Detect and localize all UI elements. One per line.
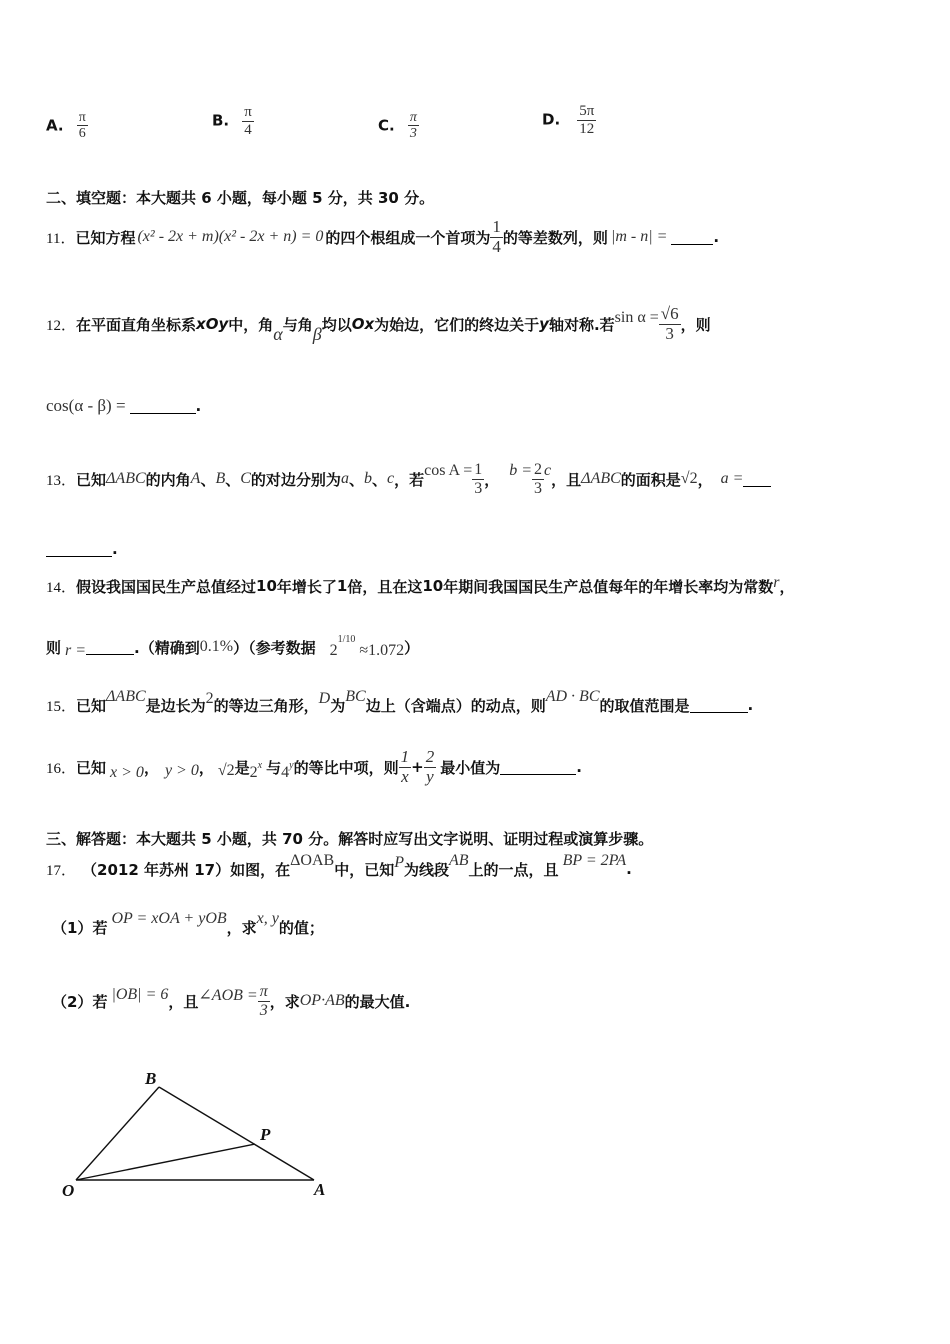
text: 轴对称.若 bbox=[548, 315, 615, 334]
sqrt-two: √2 bbox=[680, 470, 698, 487]
option-a bbox=[46, 110, 88, 142]
label-p: P bbox=[260, 1125, 271, 1144]
text: 已知 bbox=[76, 470, 107, 489]
triangle: ΔABC bbox=[581, 470, 621, 487]
side-b: b bbox=[363, 470, 372, 487]
fraction-denominator: 6 bbox=[78, 126, 86, 142]
fraction-denominator: 3 bbox=[474, 479, 483, 497]
number: 10 bbox=[422, 577, 444, 595]
option-b bbox=[212, 104, 254, 138]
text: ） bbox=[404, 638, 420, 657]
text: 中，已知 bbox=[334, 860, 395, 879]
question-number: 15． bbox=[46, 698, 77, 715]
text: 为始边，它们的终边关于 bbox=[374, 315, 540, 334]
sin-expression: sin α = bbox=[614, 309, 659, 326]
fraction-numerator: π bbox=[409, 110, 417, 125]
answer-blank[interactable] bbox=[743, 472, 771, 487]
text: . bbox=[195, 397, 202, 415]
text: 、 bbox=[348, 470, 364, 489]
text: ， bbox=[143, 758, 159, 777]
fraction-denominator: 12 bbox=[579, 120, 595, 137]
text: 若 bbox=[92, 992, 108, 1011]
section-heading-solutions: 三、解答题：本大题共 5 小题，共 70 分。解答时应写出文字说明、证明过程或演算步骤。 bbox=[46, 830, 654, 848]
text: 为线段 bbox=[403, 860, 449, 879]
angle-c: C bbox=[240, 470, 251, 487]
text: 年增长了 bbox=[276, 577, 337, 596]
text: 的值； bbox=[278, 918, 324, 937]
side-length: 2 bbox=[205, 690, 214, 707]
text: 均以 bbox=[321, 315, 352, 334]
option-label: C. bbox=[378, 116, 395, 135]
segment-ab: AB bbox=[449, 852, 469, 869]
fraction-denominator: 3 bbox=[409, 126, 417, 142]
answer-blank[interactable] bbox=[500, 760, 576, 775]
angle-aob: ∠AOB = bbox=[198, 987, 258, 1004]
power-exponent: y bbox=[289, 759, 294, 771]
text: 与角 bbox=[282, 315, 313, 334]
question-17-part-1 bbox=[52, 910, 324, 944]
text: .（精确到 bbox=[134, 638, 200, 657]
text: 、 bbox=[225, 470, 241, 489]
text: . bbox=[576, 758, 582, 776]
question-14 bbox=[46, 574, 795, 598]
text: ，若 bbox=[394, 470, 425, 489]
text: 、 bbox=[200, 470, 216, 489]
side-c: c bbox=[386, 470, 395, 487]
exponent: 1/10 bbox=[337, 633, 356, 645]
fraction-numerator: π bbox=[259, 982, 268, 1000]
alpha: α bbox=[273, 323, 283, 344]
answer-blank[interactable] bbox=[86, 640, 134, 655]
question-number: 16． bbox=[46, 760, 77, 777]
power-exponent: x bbox=[257, 759, 263, 771]
plus-sign: + bbox=[411, 758, 424, 776]
text: ， bbox=[779, 577, 795, 596]
text: 已知 bbox=[76, 696, 107, 715]
text: . bbox=[747, 696, 754, 714]
text: ， bbox=[198, 758, 214, 777]
x-condition: x > 0 bbox=[110, 764, 144, 781]
answer-blank[interactable] bbox=[130, 399, 196, 414]
label-b: B bbox=[145, 1069, 157, 1088]
unknowns: x, y bbox=[256, 910, 279, 927]
text: 为 bbox=[330, 696, 346, 715]
rate-variable: r bbox=[773, 574, 780, 591]
question-15 bbox=[46, 688, 753, 722]
fraction-numerator: π bbox=[244, 104, 252, 120]
number: 1 bbox=[336, 577, 348, 595]
option-d bbox=[542, 103, 596, 137]
option-label: D. bbox=[542, 110, 561, 129]
segment-ba bbox=[159, 1087, 314, 1180]
r-expression: r = bbox=[65, 642, 87, 659]
text: ，求 bbox=[226, 918, 257, 937]
fraction-numerator: π bbox=[78, 110, 86, 125]
point-d: D bbox=[318, 690, 331, 707]
text: 的面积是 bbox=[620, 470, 681, 489]
section-heading-fill-in: 二、填空题：本大题共 6 小题，每小题 5 分，共 30 分。 bbox=[46, 189, 435, 207]
triangle: ΔOAB bbox=[290, 852, 335, 869]
question-17-part-2 bbox=[52, 976, 410, 1026]
fraction-denominator: 3 bbox=[665, 323, 674, 343]
fraction-denominator: x bbox=[401, 766, 409, 786]
fraction-numerator: 1 bbox=[474, 460, 483, 478]
ox-axis: Ox bbox=[351, 315, 375, 333]
text: ， bbox=[484, 470, 500, 489]
coordinate-system: xOy bbox=[196, 315, 229, 333]
approximation: ≈1.072 bbox=[359, 642, 405, 659]
triangle: ΔABC bbox=[106, 688, 146, 705]
text: 假设我国国民生产总值经过 bbox=[76, 577, 257, 596]
cos-expression: cos(α - β) = bbox=[46, 396, 126, 415]
text: 的取值范围是 bbox=[599, 696, 690, 715]
segment-bc: BC bbox=[345, 688, 366, 705]
question-16 bbox=[46, 742, 582, 792]
magnitude-ob: |OB| = 6 bbox=[111, 986, 169, 1003]
angle-a: A bbox=[190, 470, 201, 487]
answer-blank[interactable] bbox=[690, 698, 748, 713]
sqrt-two: √2 bbox=[217, 762, 235, 779]
fraction-denominator: 4 bbox=[492, 236, 501, 256]
text: . bbox=[713, 228, 720, 246]
point-p: P bbox=[394, 854, 404, 871]
text: 最小值为 bbox=[440, 758, 501, 777]
question-number: 14． bbox=[46, 579, 77, 596]
question-number: 12． bbox=[46, 317, 77, 334]
option-label: B. bbox=[212, 111, 230, 130]
fraction-denominator: y bbox=[426, 766, 434, 786]
option-label: A. bbox=[46, 116, 64, 135]
precision: 0.1% bbox=[199, 638, 234, 655]
text: 倍，且在这 bbox=[347, 577, 423, 596]
fraction-numerator: 1 bbox=[400, 746, 410, 766]
side-c: c bbox=[544, 462, 552, 479]
text: 是 bbox=[234, 758, 250, 777]
text: 已知方程 bbox=[75, 228, 136, 247]
text: 的等比中项，则 bbox=[293, 758, 399, 777]
question-17 bbox=[46, 852, 632, 886]
fraction-numerator: 2 bbox=[534, 460, 543, 478]
base-two: 2 bbox=[329, 642, 338, 659]
text: 的内角 bbox=[145, 470, 191, 489]
question-number: 13． bbox=[46, 472, 77, 489]
fraction-numerator: √6 bbox=[660, 303, 679, 323]
a-expression: a = bbox=[720, 470, 744, 487]
part-label: （2） bbox=[52, 992, 93, 1011]
angle-b: B bbox=[215, 470, 226, 487]
question-11 bbox=[46, 214, 719, 260]
text: ，且 bbox=[168, 992, 199, 1011]
vector-equation: OP = xOA + yOB bbox=[111, 910, 227, 927]
fraction-numerator: 1 bbox=[492, 216, 501, 236]
text: 的四个根组成一个首项为 bbox=[325, 228, 491, 247]
question-13-line2 bbox=[46, 540, 118, 558]
text: 是边长为 bbox=[145, 696, 206, 715]
text: 、 bbox=[371, 470, 387, 489]
text: 的对边分别为 bbox=[250, 470, 341, 489]
text: 边上（含端点）的动点，则 bbox=[365, 696, 546, 715]
question-14-line2 bbox=[46, 632, 419, 662]
side-a: a bbox=[340, 470, 349, 487]
dot-product: AD · BC bbox=[545, 688, 600, 705]
fraction-denominator: 4 bbox=[244, 121, 252, 138]
answer-blank-continued[interactable] bbox=[46, 542, 112, 557]
text: ）（参考数据 bbox=[233, 638, 316, 657]
triangle: ΔABC bbox=[106, 470, 146, 487]
text: 的最大值. bbox=[344, 992, 411, 1011]
text: . bbox=[626, 860, 632, 878]
text: ，求 bbox=[269, 992, 300, 1011]
cos-a-expression: cos A = bbox=[424, 462, 473, 479]
text: 的等差数列，则 bbox=[502, 228, 608, 247]
dot-product: OP·AB bbox=[299, 992, 345, 1009]
power-base: 4 bbox=[281, 764, 290, 781]
fraction-numerator: 2 bbox=[425, 746, 435, 766]
question-number: 11． bbox=[46, 230, 76, 247]
equation: (x² - 2x + m)(x² - 2x + n) = 0 bbox=[137, 228, 324, 245]
ratio-relation: BP = 2PA bbox=[562, 852, 627, 869]
power-base: 2 bbox=[249, 764, 258, 781]
answer-blank[interactable] bbox=[671, 230, 713, 245]
text: 的等边三角形， bbox=[213, 696, 319, 715]
fraction-denominator: 3 bbox=[534, 479, 543, 497]
question-12-line2 bbox=[46, 396, 201, 416]
text: 若 bbox=[92, 918, 108, 937]
text: ，则 bbox=[680, 315, 711, 334]
text: ， bbox=[697, 470, 713, 489]
text: 中，角 bbox=[228, 315, 274, 334]
question-13 bbox=[46, 454, 771, 504]
text: 如图，在 bbox=[230, 860, 291, 879]
number: 10 bbox=[256, 577, 277, 595]
label-o: O bbox=[62, 1181, 75, 1200]
text: 已知 bbox=[76, 758, 107, 777]
text: 则 bbox=[46, 638, 62, 657]
question-12 bbox=[46, 298, 711, 350]
source-note: （2012 年苏州 17） bbox=[82, 860, 231, 879]
fraction-denominator: 3 bbox=[259, 1001, 268, 1019]
option-c bbox=[378, 110, 419, 142]
y-axis: y bbox=[539, 315, 549, 333]
text: 年期间我国国民生产总值每年的年增长率均为常数 bbox=[443, 577, 774, 596]
y-condition: y > 0 bbox=[164, 762, 199, 779]
text: . bbox=[112, 540, 118, 558]
expression: |m - n| = bbox=[610, 228, 668, 245]
beta: β bbox=[312, 323, 322, 344]
text: 与 bbox=[266, 758, 282, 777]
text: ，且 bbox=[551, 470, 582, 489]
question-number: 17． bbox=[46, 862, 77, 879]
text: 在平面直角坐标系 bbox=[76, 315, 197, 334]
part-label: （1） bbox=[52, 918, 93, 937]
triangle-figure bbox=[56, 1060, 346, 1210]
fraction-numerator: 5π bbox=[579, 103, 595, 119]
b-expression: b = bbox=[509, 462, 533, 479]
text: 上的一点，且 bbox=[468, 860, 559, 879]
label-a: A bbox=[314, 1180, 326, 1199]
